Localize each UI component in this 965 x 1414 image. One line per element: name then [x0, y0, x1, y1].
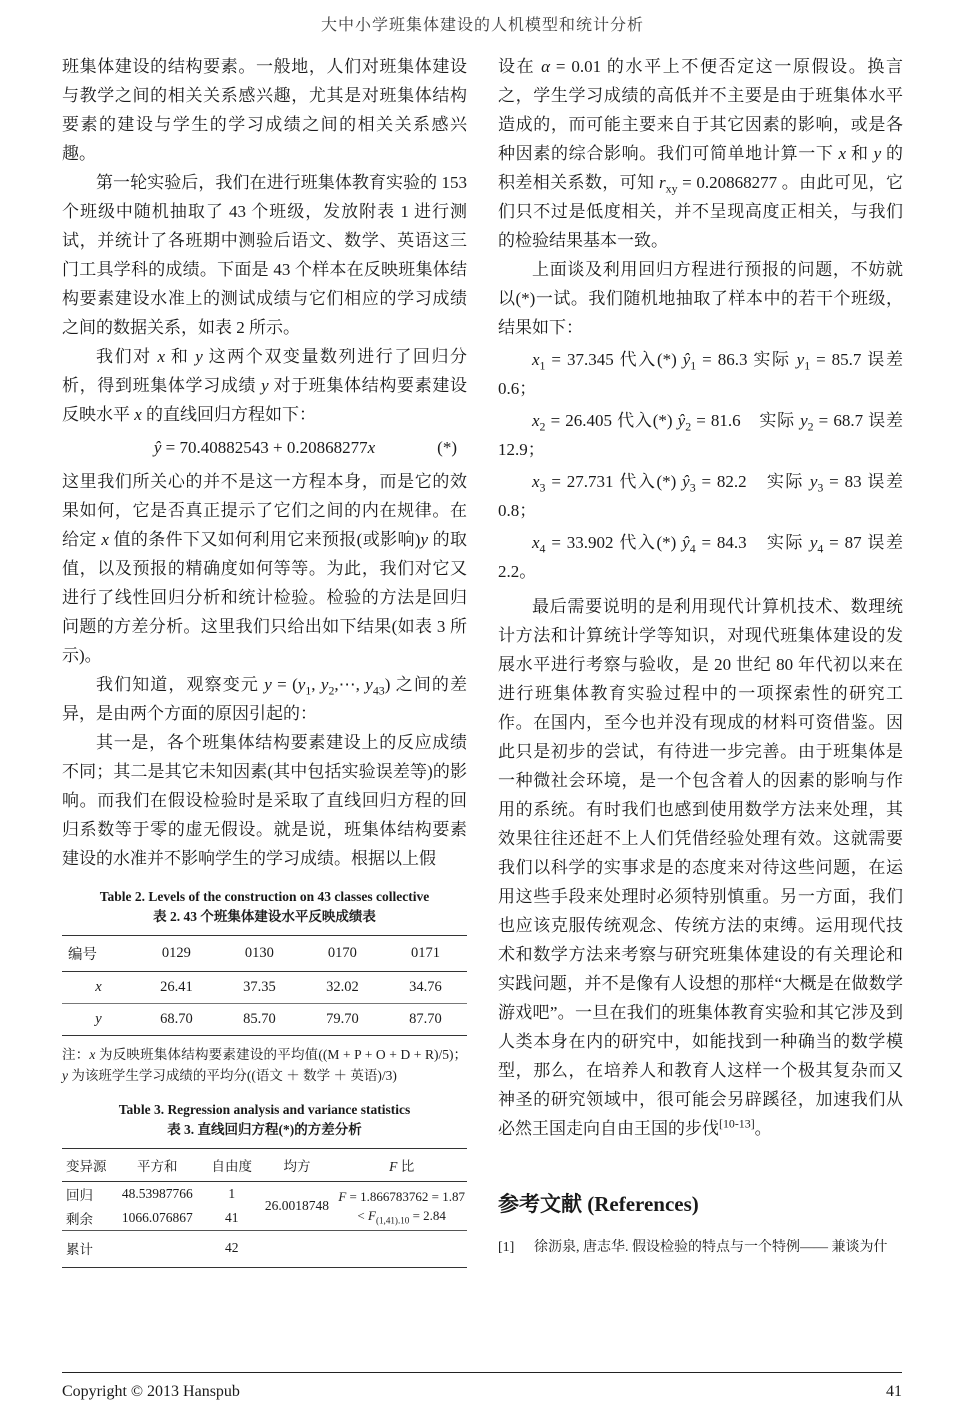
prediction-sample-4: $x_4 = 33.902$ 代入(*) $ŷ_4 = 84.3$ 实际 $y_4 = 87$ 误差 2.2。	[498, 533, 903, 581]
table2-cell: 85.70	[243, 1011, 276, 1027]
table3-header-fratio: F 比	[389, 1159, 415, 1174]
table3-mean-square: 26.0018748	[264, 1198, 330, 1213]
table3-header-row	[62, 1149, 467, 1182]
table3-f-ratio-cell	[336, 1182, 467, 1231]
table3-residual-label: 剩余	[66, 1212, 93, 1227]
table3-row-regression	[62, 1182, 467, 1207]
reference-number: [1]	[498, 1240, 515, 1255]
table3-header-df: 自由度	[211, 1159, 252, 1174]
table2-header-class-0170: 0170	[327, 945, 357, 961]
prediction-sample-3: $x_3 = 27.731$ 代入(*) $ŷ_3 = 82.2$ 实际 $y_3 = 83$ 误差 0.8；	[498, 472, 903, 520]
table2-x-label: x	[95, 979, 102, 995]
table2-cell: 68.70	[160, 1011, 193, 1027]
table3-row-total	[62, 1231, 467, 1268]
table2-caption-en: Table 2. Levels of the construction on 43 classes collective	[99, 889, 430, 904]
table3-header-ss: 平方和	[137, 1159, 178, 1174]
table2-row-y	[62, 1004, 467, 1036]
running-head-title: 大中小学班集体建设的人机模型和统计分析	[320, 17, 644, 34]
table2-footnote: 注：x 为反映班集体结构要素建设的平均值((M + P + O + D + R)/5)；y 为该班学生学习成绩的平均分((语文 ＋ 数学 ＋ 英语)/3)	[62, 1047, 467, 1083]
table2-header-class-0129: 0129	[161, 945, 191, 961]
paragraph-structure-elements: 班集体建设的结构要素。一般地，人们对班集体建设与教学之间的相关关系感兴趣，尤其是对班集体结构要素的建设与学生的学习成绩之间的相关关系感兴趣。	[62, 57, 467, 163]
table3-empty-cell	[258, 1231, 337, 1268]
table3-residual-df: 41	[225, 1210, 239, 1225]
table3-regression-df: 1	[228, 1186, 236, 1201]
paragraph-prediction-intro: 上面谈及利用回归方程进行预报的问题，不妨就以(*)一试。我们随机地抽取了样本中的若干个班级，结果如下：	[498, 260, 903, 337]
page-footer	[62, 1372, 902, 1401]
table2-cell: 87.70	[409, 1011, 442, 1027]
paragraph-regression-intro: 我们对 x 和 y 这两个双变量数列进行了回归分析，得到班集体学习成绩 y 对于班集体结构要素建设反映水平 x 的直线回归方程如下：	[62, 347, 468, 424]
table2-header-class-0130: 0130	[244, 945, 274, 961]
table3-caption	[62, 1100, 467, 1140]
paragraph-sampling-experiment: 第一轮实验后，我们在进行班集体教育实验的 153 个班级中随机抽取了 43 个班级，发放附表 1 进行测试，并统计了各班期中测验后语文、数学、英语这三门工具学科的成绩。下面是 43 个样本在反映班集体结构要素建设水准上的测试成绩与它们相应的学习成绩之间的数据关系，如表 2 所示。	[62, 173, 467, 337]
two-column-body	[62, 52, 903, 1268]
table2-cell: 26.41	[160, 979, 193, 995]
left-column	[62, 52, 467, 1268]
paragraph-conclusion: 最后需要说明的是利用现代计算机技术、数理统计方法和计算统计学等知识，对现代班集体建设的发展水平进行考察与验收，是 20 世纪 80 年代初以来在进行班集体教育实验过程中的一项探索性的研究工作。在国内，至今也并没有现成的材料可资借鉴。因此只是初步的尝试，有待进一步完善。由于班集体是一种微社会环境，是一个包含着人的因素的影响与作用的系统。有时我们也感到使用数学方法来处理，其效果往往还赶不上人们凭借经验处理有效。这就需要我们以科学的实事求是的态度来对待这些问题，在运用这些手段来处理时必须特别慎重。另一方面，我们也应该克服传统观念、传统方法的束缚。运用现代技术和数学方法来考察与研究班集体建设的有关理论和实践问题，并不是像有人设想的那样“大概是在做数学游戏吧”。一旦在我们的班集体教育实验和其它涉及到人类本身在内的研究中，如能找到一种确当的数学模型，那么，在培养人和教育人这样一个极其复杂而又神圣的研究领域中，很可能会另辟蹊径，加速我们从必然王国走向自由王国的步伐[10-13]。	[498, 597, 903, 1138]
table3-header-source: 变异源	[66, 1159, 107, 1174]
paragraph-hypothesis-result: 设在 α = 0.01 的水平上不便否定这一原假设。换言之，学生学习成绩的高低并不主要是由于班集体水平造成的，而可能主要来自于其它因素的影响，或是各种因素的综合影响。我们可简单地计算一下 x 和 y 的积差相关系数，可知 $r_{xy} = 0.20868277$ 。由此可见，它们只不过是低度相关，并不呈现高度正相关，与我们的检验结果基本一致。	[498, 57, 904, 250]
table2-cell: 32.02	[326, 979, 359, 995]
table2-header-row	[62, 936, 467, 972]
regression-equation	[62, 433, 467, 463]
table2-cell: 79.70	[326, 1011, 359, 1027]
table2-cell: 37.35	[243, 979, 276, 995]
paragraph-null-hypothesis: 其一是，各个班集体结构要素建设上的反应成绩不同；其二是其它未知因素(其中包括实验误差等)的影响。而我们在假设检验时是采取了直线回归方程的回归系数等于零的虚无假设。就是说，班集体结构要素建设的水准并不影响学生的学习成绩。根据以上假	[62, 733, 467, 868]
table2-cell: 34.76	[409, 979, 442, 995]
table2-row-x	[62, 972, 467, 1004]
table3-anova	[62, 1148, 467, 1268]
table3-regression-label: 回归	[66, 1188, 93, 1203]
reference-item-1	[498, 1237, 903, 1258]
table3-total-df: 42	[225, 1240, 239, 1255]
table2-caption-zh: 表 2. 43 个班集体建设水平反映成绩表	[153, 909, 376, 924]
table3-regression-ss: 48.53987766	[121, 1186, 193, 1201]
prediction-sample-1: $x_1 = 37.345$ 代入(*) $ŷ_1 = 86.3$ 实际 $y_1 = 85.7$ 误差 0.6；	[498, 350, 903, 398]
table2-y-label: y	[95, 1011, 102, 1027]
table3-empty-cell	[109, 1231, 206, 1268]
regression-equation-expression: ŷ = 70.40882543 + 0.20868277x	[153, 438, 376, 457]
table2-header-id: 编号	[68, 947, 97, 963]
table3-caption-en: Table 3. Regression analysis and variance statistics	[118, 1102, 411, 1117]
copyright-text: Copyright © 2013 Hanspub	[62, 1383, 240, 1400]
right-column	[498, 52, 903, 1268]
table3-empty-cell	[336, 1231, 467, 1268]
prediction-sample-2: $x_2 = 26.405$ 代入(*) $ŷ_2 = 81.6$ 实际 $y_2 = 68.7$ 误差 12.9；	[498, 411, 903, 459]
reference-text: 徐沥泉, 唐志华. 假设检验的特点与一个特例—— 兼谈为什	[534, 1240, 888, 1255]
paragraph-equation-discussion: 这里我们所关心的并不是这一方程本身，而是它的效果如何，它是否真正提示了它们之间的内在规律。在给定 x 值的条件下又如何利用它来预报(或影响)y 的取值，以及预报的精确度如何等等。为此，我们对它又进行了线性回归分析和统计检验。检验的方法是回归问题的方差分析。这里我们只给出如下结果(如表 3 所示)。	[62, 472, 468, 665]
table2-header-class-0171: 0171	[410, 945, 440, 961]
references-heading: 参考文献 (References)	[498, 1192, 699, 1216]
table3-f-value: F = 1.866783762 = 1.87	[338, 1189, 465, 1204]
table2-scores	[62, 935, 467, 1036]
table3-residual-ss: 1066.076867	[121, 1210, 193, 1225]
table3-header-ms: 均方	[283, 1159, 311, 1174]
table3-total-label: 累计	[66, 1242, 93, 1257]
paragraph-observed-variables: 我们知道，观察变元 $y = (y_1$, $y_2,\cdots$, $y_{43}$) 之间的差异，是由两个方面的原因引起的：	[62, 675, 468, 723]
page-number: 41	[886, 1383, 902, 1400]
equation-number: (*)	[437, 438, 457, 457]
table2-caption	[62, 887, 467, 927]
table3-f-critical: < $F_{(1,41).10} = 2.84$	[357, 1208, 446, 1226]
table3-caption-zh: 表 3. 直线回归方程(*)的方差分析	[167, 1122, 362, 1137]
